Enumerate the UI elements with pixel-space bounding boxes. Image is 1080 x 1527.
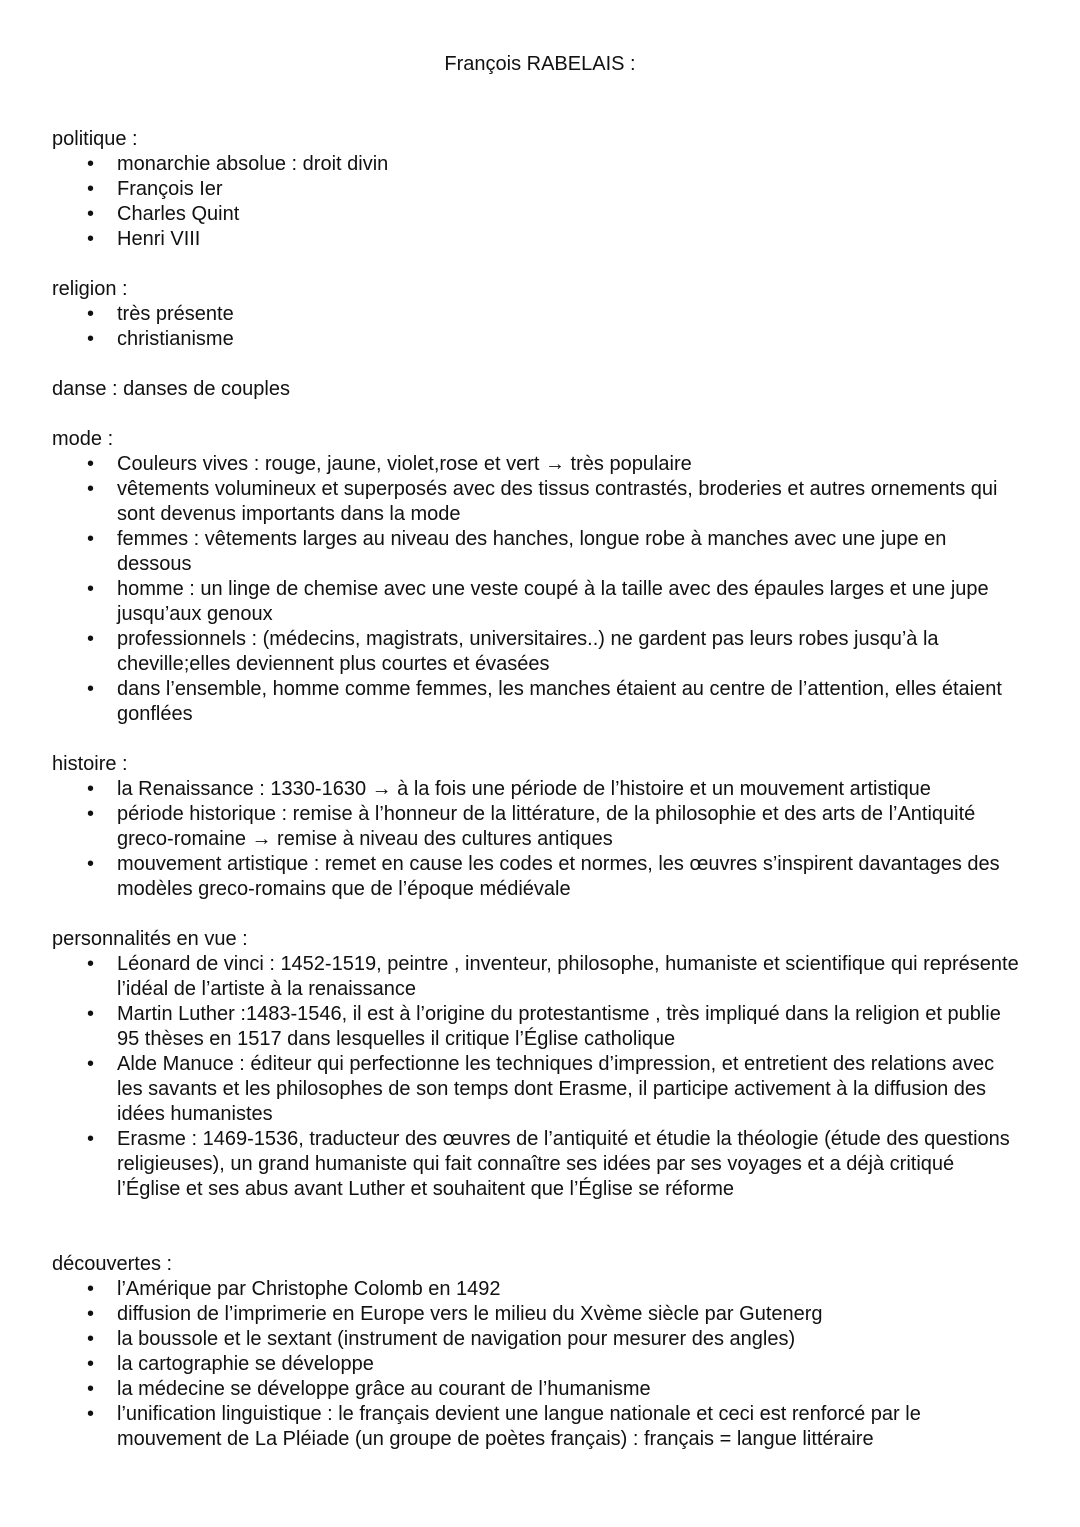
list-item: • la boussole et le sextant (instrument de navigation pour mesurer des angles) <box>117 1327 1022 1352</box>
bullet-list <box>52 1277 1032 1452</box>
section-heading: mode : <box>52 428 114 450</box>
section <box>52 927 1032 1202</box>
bullet-list <box>52 302 1032 352</box>
list-item: • Alde Manuce : éditeur qui perfectionne les techniques d’impression, et entretient des relations avec les savants et les philosophes de son temps dont Erasme, il participe activement à la diffusion des idées humanistes <box>117 1052 1022 1127</box>
list-item: • christianisme <box>117 327 1022 352</box>
list-item: • diffusion de l’imprimerie en Europe vers le milieu du Xvème siècle par Gutenerg <box>117 1302 1022 1327</box>
list-item: • la Renaissance : 1330-1630 → à la fois une période de l’histoire et un mouvement artistique <box>117 777 1022 802</box>
section <box>52 377 1032 402</box>
list-item: • l’Amérique par Christophe Colomb en 1492 <box>117 1277 1022 1302</box>
bullet-list <box>52 152 1032 252</box>
bullet-list <box>52 777 1032 902</box>
list-item: • femmes : vêtements larges au niveau des hanches, longue robe à manches avec une jupe en dessous <box>117 527 1022 577</box>
section <box>52 277 1032 352</box>
list-item: • la médecine se développe grâce au courant de l’humanisme <box>117 1377 1022 1402</box>
list-item: • Martin Luther :1483-1546, il est à l’origine du protestantisme , très impliqué dans la religion et publie 95 thèses en 1517 dans lesquelles il critique l’Église catholique <box>117 1002 1022 1052</box>
section <box>52 427 1032 727</box>
section-heading: politique : <box>52 128 138 150</box>
list-item: • monarchie absolue : droit divin <box>117 152 1022 177</box>
list-item: • dans l’ensemble, homme comme femmes, les manches étaient au centre de l’attention, elles étaient gonflées <box>117 677 1022 727</box>
list-item: • mouvement artistique : remet en cause les codes et normes, les œuvres s’inspirent davantages des modèles greco-romains que de l’époque médiévale <box>117 852 1022 902</box>
section-heading: histoire : <box>52 753 128 775</box>
list-item: • homme : un linge de chemise avec une veste coupé à la taille avec des épaules larges et une jupe jusqu’aux genoux <box>117 577 1022 627</box>
section <box>52 752 1032 902</box>
list-item: • Erasme : 1469-1536, traducteur des œuvres de l’antiquité et étudie la théologie (étude des questions religieuses), un grand humaniste qui fait connaître ses idées par ses voyages et a déjà critiqué l’Église et ses abus avant Luther et souhaitent que l’Église se réforme <box>117 1127 1022 1202</box>
list-item: • période historique : remise à l’honneur de la littérature, de la philosophie et des arts de l’Antiquité greco-romaine → remise à niveau des cultures antiques <box>117 802 1022 852</box>
list-item: • la cartographie se développe <box>117 1352 1022 1377</box>
section-heading: danse : danses de couples <box>52 378 290 400</box>
list-item: • l’unification linguistique : le français devient une langue nationale et ceci est renforcé par le mouvement de La Pléiade (un groupe de poètes français) : français = langue littéraire <box>117 1402 1022 1452</box>
section-heading: religion : <box>52 278 128 300</box>
bullet-list <box>52 452 1032 727</box>
list-item: • très présente <box>117 302 1022 327</box>
section <box>52 127 1032 252</box>
section <box>52 1252 1032 1452</box>
list-item: • Charles Quint <box>117 202 1022 227</box>
document-title: François RABELAIS : <box>444 53 636 75</box>
section-heading: découvertes : <box>52 1253 173 1275</box>
list-item: • professionnels : (médecins, magistrats, universitaires..) ne gardent pas leurs robes jusqu’à la cheville;elles deviennent plus courtes et évasées <box>117 627 1022 677</box>
list-item: • François Ier <box>117 177 1022 202</box>
list-item: • vêtements volumineux et superposés avec des tissus contrastés, broderies et autres ornements qui sont devenus importants dans la mode <box>117 477 1022 527</box>
list-item: • Léonard de vinci : 1452-1519, peintre , inventeur, philosophe, humaniste et scientifique qui représente l’idéal de l’artiste à la renaissance <box>117 952 1022 1002</box>
list-item: • Henri VIII <box>117 227 1022 252</box>
document-body <box>52 127 1032 1477</box>
bullet-list <box>52 952 1032 1202</box>
list-item: • Couleurs vives : rouge, jaune, violet,rose et vert → très populaire <box>117 452 1022 477</box>
section-heading: personnalités en vue : <box>52 928 248 950</box>
